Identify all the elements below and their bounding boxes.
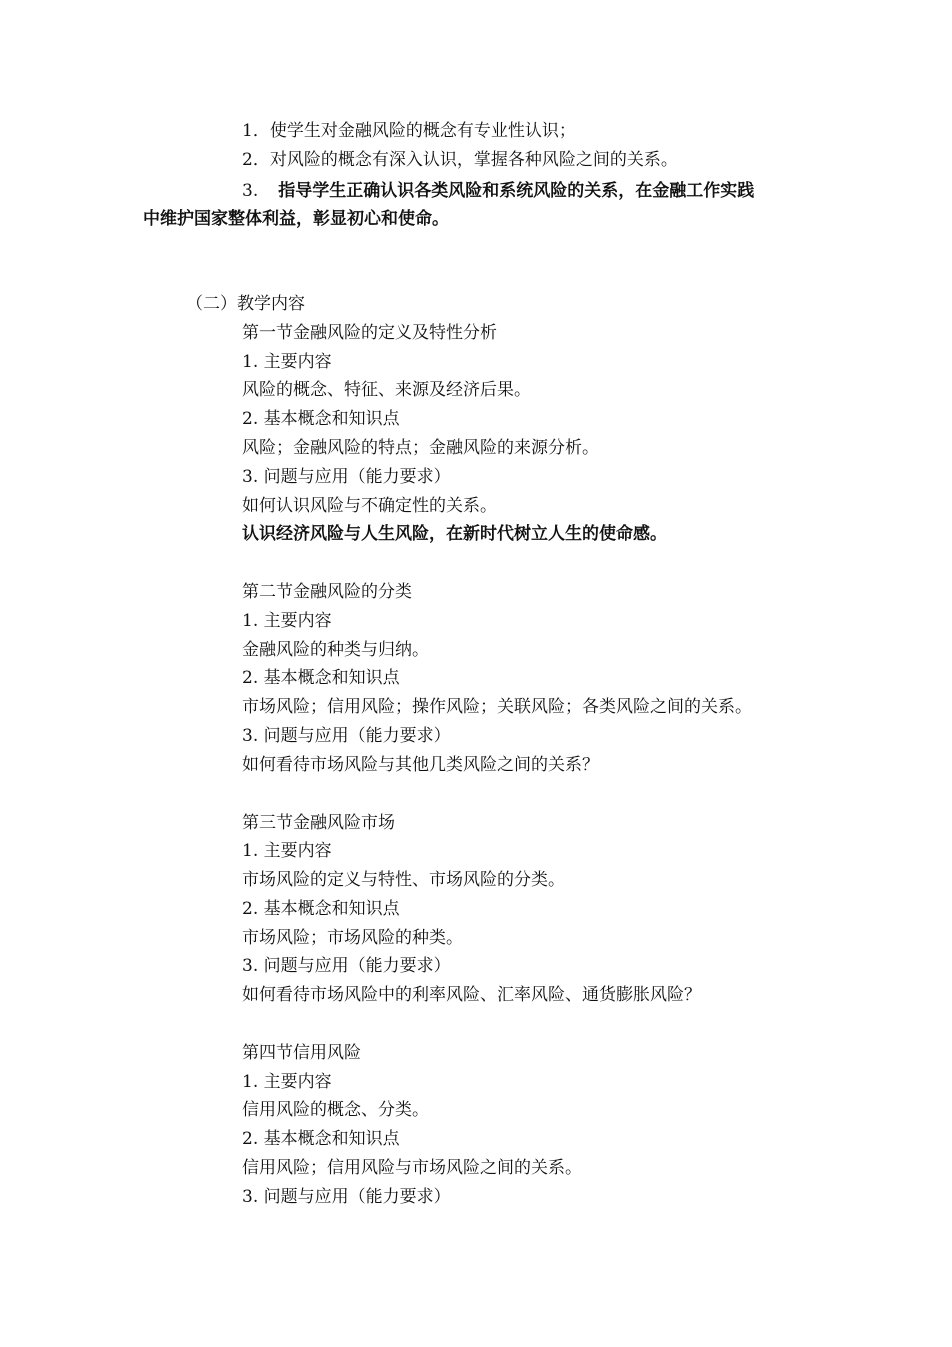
section-1-text-1: 风险的概念、特征、来源及经济后果。: [242, 380, 531, 400]
section-4-title: 第四节信用风险: [242, 1043, 361, 1063]
section-4-sub-3: 3. 问题与应用（能力要求）: [242, 1187, 451, 1207]
objective-item-2: 2．对风险的概念有深入认识，掌握各种风险之间的关系。: [242, 150, 678, 170]
section-3-text-2: 市场风险；市场风险的种类。: [242, 928, 463, 948]
section-2-text-1: 金融风险的种类与归纳。: [242, 640, 429, 660]
section-3-sub-3: 3. 问题与应用（能力要求）: [242, 956, 451, 976]
objective-item-3: [242, 180, 754, 202]
section-4-sub-1: 1. 主要内容: [242, 1072, 332, 1092]
section-1-sub-2: 2. 基本概念和知识点: [242, 409, 400, 429]
section-1-sub-3: 3. 问题与应用（能力要求）: [242, 467, 451, 487]
section-1-text-4: 认识经济风险与人生风险，在新时代树立人生的使命感。: [242, 524, 667, 544]
objective-item-1: 1．使学生对金融风险的概念有专业性认识；: [242, 121, 576, 141]
section-3-title: 第三节金融风险市场: [242, 813, 395, 833]
section-2-sub-2: 2. 基本概念和知识点: [242, 668, 400, 688]
section-2-sub-3: 3. 问题与应用（能力要求）: [242, 726, 451, 746]
section-2-title: 第二节金融风险的分类: [242, 582, 412, 602]
section-1-sub-1: 1. 主要内容: [242, 352, 332, 372]
section-3-sub-2: 2. 基本概念和知识点: [242, 899, 400, 919]
section-4-sub-2: 2. 基本概念和知识点: [242, 1129, 400, 1149]
section-3-text-3: 如何看待市场风险中的利率风险、汇率风险、通货膨胀风险？: [242, 985, 701, 1005]
section-2-text-2: 市场风险；信用风险；操作风险；关联风险；各类风险之间的关系。: [242, 697, 752, 717]
objective-item-3-continued: 中维护国家整体利益，彰显初心和使命。: [143, 209, 449, 229]
section-1-text-2: 风险；金融风险的特点；金融风险的来源分析。: [242, 438, 599, 458]
section-4-text-2: 信用风险；信用风险与市场风险之间的关系。: [242, 1158, 582, 1178]
section-2-text-3: 如何看待市场风险与其他几类风险之间的关系？: [242, 755, 599, 775]
section-1-title: 第一节金融风险的定义及特性分析: [242, 323, 497, 343]
section-2-sub-1: 1. 主要内容: [242, 611, 332, 631]
section-3-text-1: 市场风险的定义与特性、市场风险的分类。: [242, 870, 565, 890]
section-1-text-3: 如何认识风险与不确定性的关系。: [242, 496, 497, 516]
section-4-text-1: 信用风险的概念、分类。: [242, 1100, 429, 1120]
objective-item-3-number: 3.: [242, 181, 259, 201]
objective-item-3-text: 指导学生正确认识各类风险和系统风险的关系，在金融工作实践: [278, 181, 755, 201]
section-3-sub-1: 1. 主要内容: [242, 841, 332, 861]
content-heading: （二）教学内容: [186, 294, 305, 314]
